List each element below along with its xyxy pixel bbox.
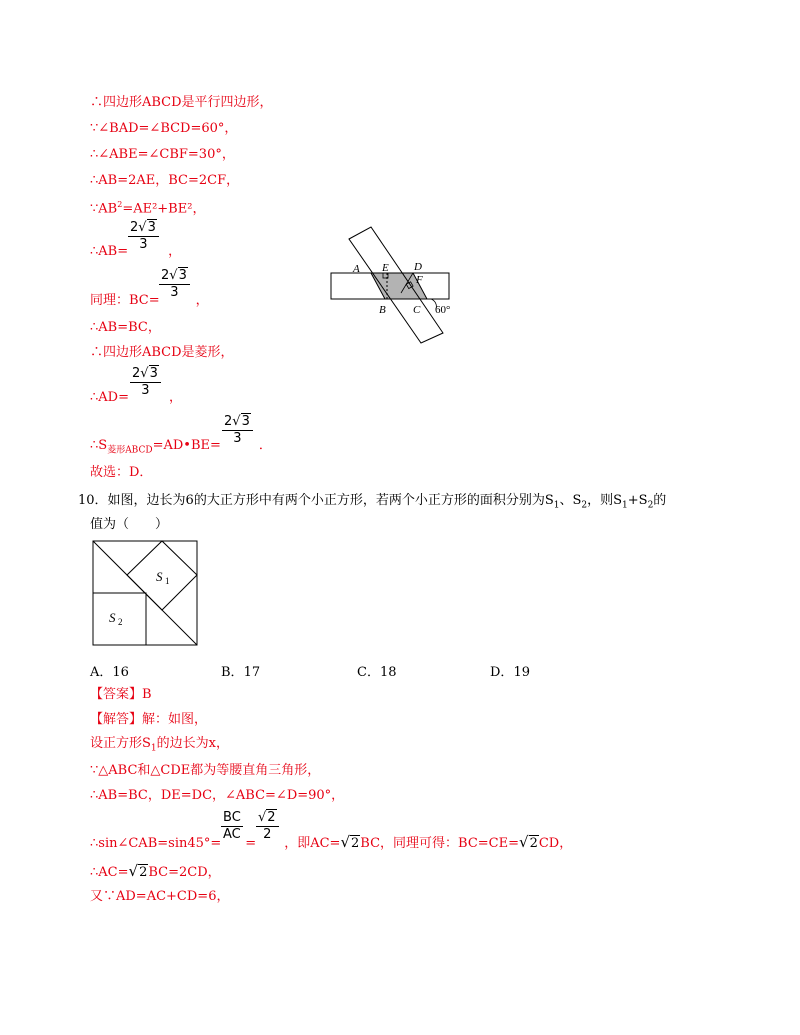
option-a-label: A． [90,665,113,680]
solution-line-7-pre: 同理：BC= [90,293,160,308]
label-b: B [379,304,386,316]
solution-line-11-pre: ∴S [90,438,108,453]
option-c-value: 18 [379,665,397,680]
label-s1: S [156,569,163,584]
explanation-line-6: ∴AC=√2BC=2CD， [90,862,221,880]
q-sub2: 2 [581,500,588,511]
rhombus-overlap-figure [325,225,465,345]
frac-num-rad: 3 [178,268,187,283]
label-f: F [416,274,423,286]
explanation-line-4: ∴AB=BC，DE=DC，∠ABC=∠D=90°， [90,788,345,803]
explanation-line-7: 又∵AD=AC+CD=6， [90,889,230,904]
fraction-ab: 2√3 3 [128,220,159,253]
option-c[interactable] [357,661,397,680]
explanation-1: 解：如图， [142,712,208,727]
question-text-1: 如图，边长为6的大正方形中有两个小正方形，若两个小正方形的面积分别为S [107,493,554,508]
frac-den: 3 [141,383,150,398]
solution-line-6-pre: ∴AB= [90,244,129,259]
label-a: A [353,263,360,275]
option-d[interactable] [490,661,530,680]
solution-line-11-mid: =AD•BE= [152,438,221,453]
expl-5-rad2: 2 [529,836,538,851]
frac-ac: AC [223,827,241,842]
fraction-root2-2: √2 2 [256,810,279,843]
frac-num-coef: 2 [132,366,141,381]
solution-line-5: $\because AB^2=AE^2+BE^2$， [90,200,206,217]
q-text4: +S [627,493,648,508]
question-number: 10． [78,493,108,508]
fraction-ad: 2√3 3 [130,366,161,399]
solution-line-5-post: =AE²+BE²， [122,201,206,217]
frac-num-coef: 2 [130,220,139,235]
explanation-line-1 [90,711,207,729]
q-text5: 的 [653,493,667,508]
frac-num-rad: 3 [147,220,156,235]
question-10-text [78,492,666,515]
frac-root2-rad: 2 [267,810,276,825]
fraction-bc-ac [221,810,243,843]
solution-line-1: ∴四边形ABCD是平行四边形， [90,95,273,110]
expl-5-mid2: BC，同理可得：BC=CE= [360,836,519,851]
solution-line-10-pre: ∴AD= [90,390,129,405]
expl-5-post: CD， [538,836,573,851]
option-b-label: B． [221,665,244,680]
solution-line-3: ∴∠ABE=∠CBF=30°， [90,147,235,162]
label-60deg: 60° [435,304,451,316]
label-s1-sub: 1 [165,576,170,586]
explanation-tag: 【解答】 [90,712,143,727]
frac-den: 3 [170,285,179,300]
expl-6-rad: 2 [139,865,148,880]
solution-line-12: 故选：D． [90,465,153,480]
question-10-line2: 值为（ ） [90,517,169,532]
frac-den: 3 [139,237,148,252]
q-sub1: 1 [553,500,560,511]
expl-6-pre: ∴AC= [90,865,129,880]
expl-5-rad: 2 [351,836,360,851]
option-d-value: 19 [513,665,530,680]
label-d: D [414,261,422,273]
fraction-area: 2√3 3 [222,414,253,447]
expl-5-pre: ∴sin∠CAB=sin45°= [90,836,222,851]
frac-num-rad: 3 [149,366,158,381]
q-text3: ，则S [587,493,623,508]
expl-2-post: 的边长为x， [156,736,229,751]
option-b-value: 17 [243,665,261,680]
option-b[interactable] [221,661,260,680]
option-a-value: 16 [112,665,129,680]
label-s2: S [109,610,116,625]
expl-2-pre: 设正方形S [90,736,151,751]
option-d-label: D． [490,665,514,680]
solution-line-5-pre: ∵AB [90,201,118,217]
expl-5-eq: = [245,836,257,851]
answer-line [90,686,152,704]
frac-num-coef: 2 [161,268,170,283]
answer-value: B [142,687,152,702]
q-sub3: 1 [622,500,628,511]
option-a[interactable] [90,661,129,680]
solution-line-9: ∴四边形ABCD是菱形， [90,345,234,360]
explanation-line-2 [90,735,229,758]
expl-5-mid: ，即AC= [284,836,341,851]
solution-line-10-post: ， [168,390,182,405]
explanation-line-3: ∵△ABC和△CDE都为等腰直角三角形， [90,763,321,778]
solution-line-4: ∴AB=2AE，BC=2CF， [90,173,240,188]
solution-line-8: ∴AB=BC， [90,320,161,335]
fraction-bc: 2√3 3 [159,268,190,301]
expl-6-post: BC=2CD， [148,865,221,880]
frac-root2-den: 2 [263,827,272,842]
expl-2-sub: 1 [150,743,157,754]
solution-line-6-post: ， [168,244,182,259]
solution-line-7-post: ， [195,293,209,308]
label-c: C [413,304,421,316]
q-sub4: 2 [647,500,654,511]
label-e: E [382,262,389,274]
answer-tag: 【答案】 [90,687,143,702]
q-text2: 、S [559,493,582,508]
frac-den: 3 [233,431,242,446]
solution-line-11-post: ． [258,438,272,453]
solution-line-2: ∵∠BAD=∠BCD=60°， [90,121,238,136]
label-s2-sub: 2 [118,617,123,627]
solution-line-11-sub: 菱形ABCD [107,445,153,456]
frac-bc: BC [223,810,241,825]
explanation-line-5: ∴sin∠CAB=sin45°= = ，即AC=√2BC，同理可得：BC=CE=√2CD， [90,833,573,851]
frac-num-rad: 3 [241,414,250,429]
frac-num-coef: 2 [224,414,233,429]
solution-line-7 [90,292,209,310]
squares-figure [92,540,200,646]
option-c-label: C． [357,665,380,680]
